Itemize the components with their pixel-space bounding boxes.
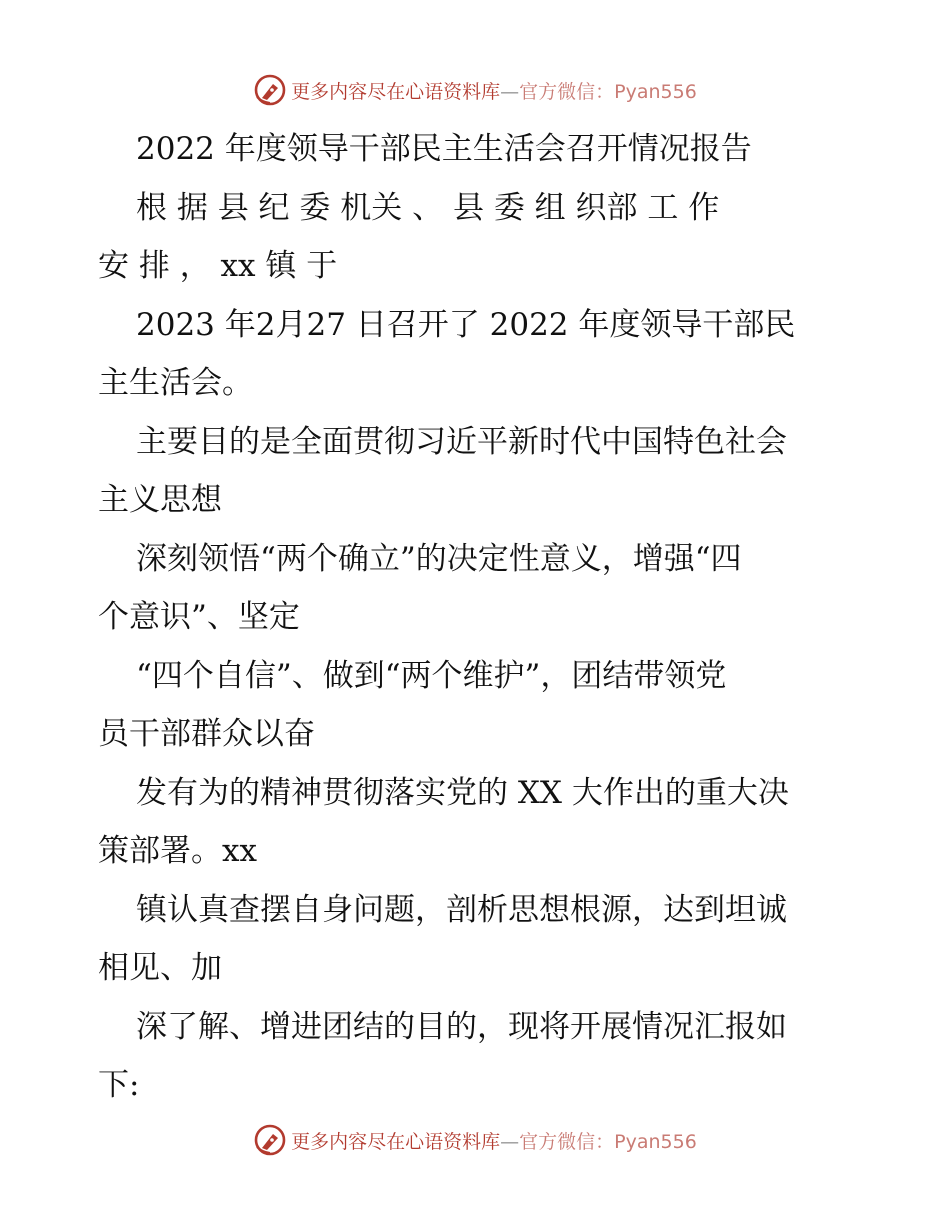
paragraph-line: 深刻领悟“两个确立”的决定性意义，增强“四: [136, 540, 742, 577]
paragraph-line: 主生活会。: [98, 365, 253, 401]
paragraph-line: 安 排 ， xx 镇 于: [98, 248, 338, 284]
paragraph-line: 员干部群众以奋: [98, 716, 315, 752]
paragraph-line: 下:: [98, 1067, 140, 1103]
watermark-text: [291, 77, 697, 104]
paragraph-line: 主要目的是全面贯彻习近平新时代中国特色社会: [136, 423, 787, 460]
pen-nib-circle-icon: [253, 73, 287, 107]
pen-nib-circle-icon: [253, 1123, 287, 1157]
watermark-dash: —: [500, 1130, 520, 1153]
watermark-main: 更多内容尽在心语资料库: [291, 1130, 501, 1153]
paragraph-line: 2023 年2月27 日召开了 2022 年度领导干部民: [136, 306, 796, 343]
paragraph-line: “四个自信”、做到“两个维护”，团结带领党: [136, 657, 727, 694]
paragraph-line: 相见、加: [98, 950, 222, 986]
paragraph-line: 深了解、增进团结的目的，现将开展情况汇报如: [136, 1008, 787, 1045]
paragraph-line: 发有为的精神贯彻落实党的 XX 大作出的重大决: [136, 774, 789, 811]
paragraph-line: 镇认真查摆自身问题，剖析思想根源，达到坦诚: [136, 891, 787, 928]
watermark-text: [291, 1127, 697, 1154]
paragraph-line: 主义思想: [98, 482, 222, 518]
document-title: 2022 年度领导干部民主生活会召开情况报告: [136, 131, 752, 167]
header-watermark: [0, 70, 950, 110]
document-body: [98, 120, 858, 1115]
footer-watermark: [0, 1120, 950, 1160]
paragraph-line: 个意识”、坚定: [98, 599, 300, 635]
paragraph-line: 策部署。xx: [98, 833, 257, 869]
watermark-main: 更多内容尽在心语资料库: [291, 80, 501, 103]
paragraph-line: 根 据 县 纪 委 机关 、 县 委 组 织部 工 作: [136, 189, 720, 226]
watermark-dash: —: [500, 80, 520, 103]
watermark-wechat: 官方微信：Pyan556: [519, 80, 697, 103]
watermark-wechat: 官方微信：Pyan556: [519, 1130, 697, 1153]
